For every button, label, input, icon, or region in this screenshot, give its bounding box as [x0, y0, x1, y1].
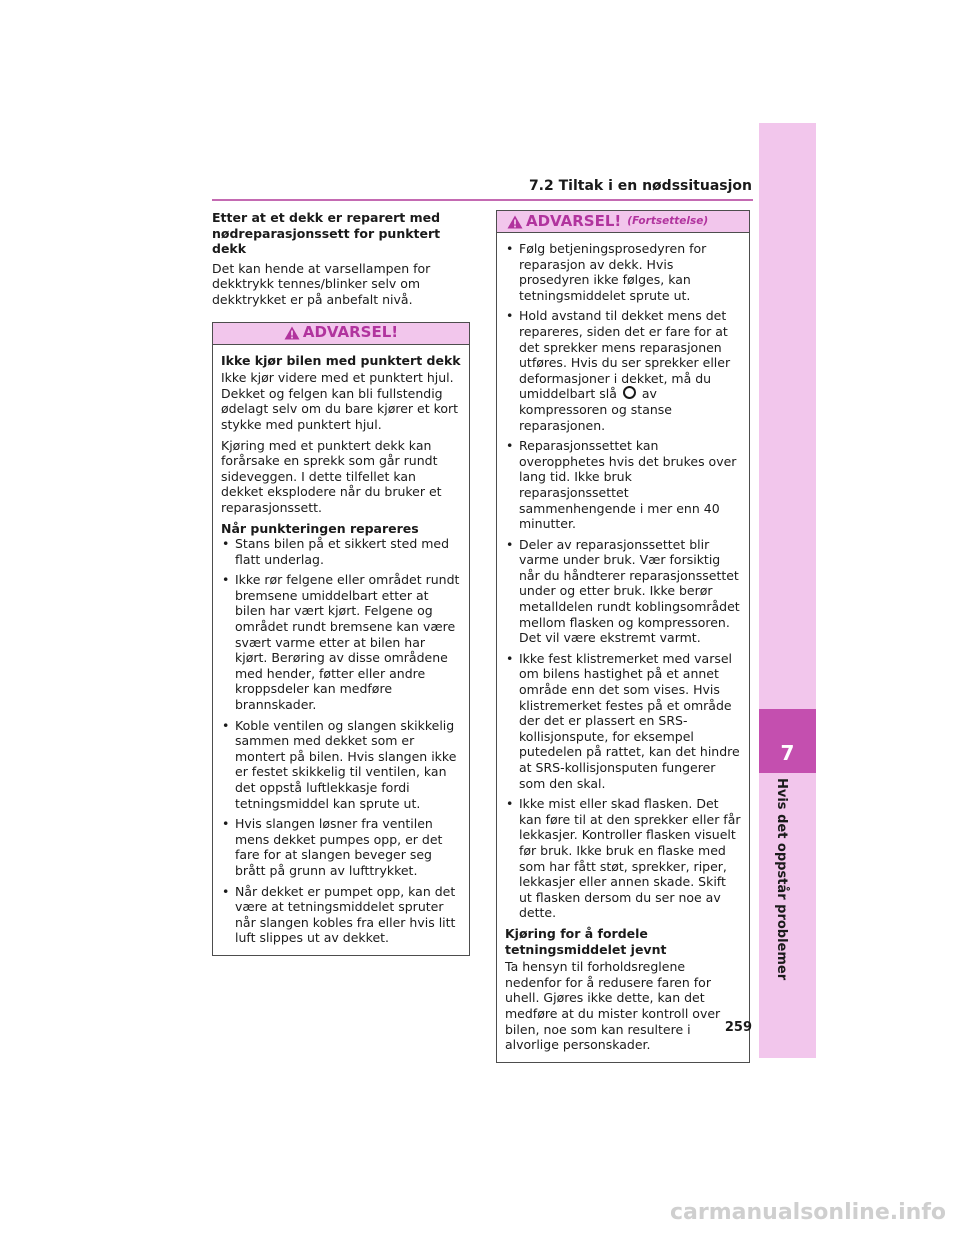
- warning-bullet-list: [221, 536, 461, 946]
- list-item-text: av kompressoren og stanse reparasjonen.: [519, 386, 672, 433]
- warning-box: [212, 322, 470, 956]
- warning-body: [213, 345, 469, 955]
- header-divider: [212, 199, 753, 201]
- warning-subheading: Når punkteringen repareres: [221, 520, 419, 536]
- list-item-text: Hold avstand til dekket mens det repareres, siden det er fare for at det sprekker mens reparasjonen utføres. Hvis du ser sprekker eller deformasjoner i dekket, må du umiddelbart slå: [519, 308, 731, 402]
- power-circle-icon: [623, 386, 636, 399]
- list-item: • Stans bilen på et sikkert sted med flatt underlag.: [221, 536, 461, 567]
- intro-paragraph: Det kan hende at varsellampen for dekktrykk tennes/blinker selv om dekktrykket er på anbefalt nivå.: [212, 260, 431, 307]
- warning-subheading-line1: Kjøring for å fordele: [505, 925, 648, 941]
- warning-triangle-icon: [284, 326, 300, 340]
- section-heading-line2: nødreparasjonssett for punktert dekk: [212, 225, 441, 257]
- list-item: • Ikke fest klistremerket med varsel om bilens hastighet på et annet område enn det som vises. Hvis klistremerket festes på et område der det er plassert en SRS-kollisjonspute, for eksempel putedelen på rattet, kan det hindre at SRS-kollisjonsputen fungerer som den skal.: [505, 651, 741, 791]
- chapter-title: Hvis det oppstår problemer: [774, 778, 789, 981]
- warning-header: [213, 323, 469, 345]
- section-heading: [212, 210, 470, 257]
- list-item: • Hvis slangen løsner fra ventilen mens dekket pumpes opp, er det fare for at slangen beveger seg brått på grunn av lufttrykket.: [221, 816, 461, 878]
- list-item: • Deler av reparasjonssettet blir varme under bruk. Vær forsiktig når du håndterer reparasjonssettet under og etter bruk. Ikke berør metalldelen rundt koblingsområdet mellom flasken og kompressoren. Det vil være ekstremt varmt.: [505, 537, 741, 646]
- left-column: [212, 210, 470, 956]
- watermark: carmanualsonline.info: [670, 1200, 946, 1225]
- warning-paragraph: Kjøring med et punktert dekk kan forårsake en sprekk som går rundt sideveggen. I dette tilfellet kan dekket eksplodere når du bruker et reparasjonssett.: [221, 437, 442, 515]
- right-column: [496, 210, 750, 1063]
- warning-subheading: Ikke kjør bilen med punktert dekk: [221, 352, 461, 368]
- warning-title: ADVARSEL!: [302, 323, 399, 342]
- warning-title: ADVARSEL!: [526, 211, 622, 230]
- list-item: • Ikke mist eller skad flasken. Det kan føre til at den sprekker eller får lekkasjer. Kontroller flasken visuelt før bruk. Ikke bruk en flaske med som har fått støt, sprekker, riper, lekkasjer eller annen skade. Skift ut flasken dersom du ser noe av dette.: [505, 796, 741, 921]
- warning-box-continued: [496, 210, 750, 1063]
- page-number: 259: [724, 1020, 752, 1035]
- section-title: 7.2 Tiltak i en nødssituasjon: [528, 178, 752, 194]
- warning-bullet-list: [505, 241, 741, 921]
- list-item: • Følg betjeningsprosedyren for reparasjon av dekk. Hvis prosedyren ikke følges, kan tetningsmiddelet sprute ut.: [505, 241, 741, 303]
- warning-header: [497, 211, 749, 233]
- list-item: • Ikke rør felgene eller området rundt bremsene umiddelbart etter at bilen har vært kjørt. Felgene og området rundt bremsene kan være svært varme etter at bilen har kjørt. Berøring av disse områdene med hender, føtter eller andre kroppsdeler kan medføre brannskader.: [221, 572, 461, 712]
- chapter-number-box: [759, 709, 816, 773]
- warning-paragraph: Ikke kjør videre med et punktert hjul. Dekket og felgen kan bli fullstendig ødelagt selv om du bare kjører et kort stykke med punktert hjul.: [221, 370, 459, 432]
- warning-subheading: [505, 926, 741, 957]
- list-item-power: [505, 308, 741, 433]
- section-heading-line1: Etter at et dekk er reparert med: [212, 210, 441, 225]
- list-item: • Reparasjonssettet kan overopphetes hvis det brukes over lang tid. Ikke bruk reparasjonssettet sammenhengende i mer enn 40 minutter.: [505, 438, 741, 532]
- chapter-number: 7: [780, 741, 795, 765]
- warning-paragraph: Ta hensyn til forholdsreglene nedenfor for å redusere faren for uhell. Gjøres ikke dette, kan det medføre at du mister kontroll over bilen, noe som kan resultere i alvorlige personskader.: [505, 959, 721, 1053]
- warning-triangle-icon: [507, 215, 523, 229]
- warning-body: [497, 233, 749, 1062]
- list-item: • Koble ventilen og slangen skikkelig sammen med dekket som er montert på bilen. Hvis slangen ikke er festet skikkelig til ventilen, kan det oppstå luftlekkasje fordi tetningsmiddel kan sprute ut.: [221, 718, 461, 812]
- continued-label: (Fortsettelse): [627, 214, 709, 227]
- warning-subheading-line2: tetningsmiddelet jevnt: [505, 941, 667, 957]
- list-item: • Når dekket er pumpet opp, kan det være at tetningsmiddelet spruter når slangen kobles fra eller hvis litt luft slippes ut av dekket.: [221, 884, 461, 946]
